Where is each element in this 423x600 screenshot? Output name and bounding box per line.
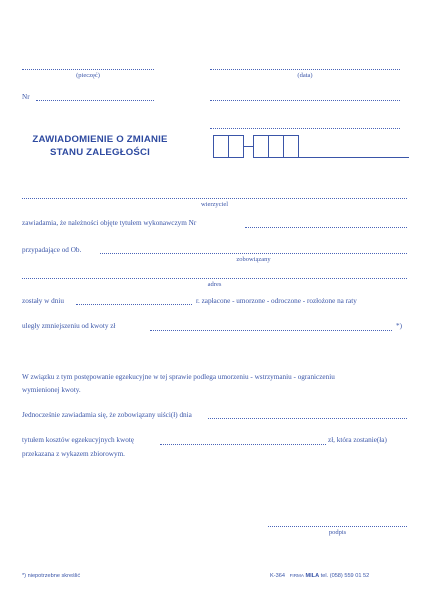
connection-text-2: wymienionej kwoty. [22,386,81,394]
footer-note: *) niepotrzebne skreślić [22,573,81,579]
footnote-mark: *) [396,322,402,330]
signature-caption: podpis [328,529,347,536]
title-number-line[interactable] [245,227,407,228]
stamp-line[interactable] [22,69,154,70]
transfer-text: przekazana z wykazem zbiorowym. [22,450,125,458]
code-dash [244,146,253,147]
header-right-line-2[interactable] [210,128,400,129]
stamp-caption: (pieczęć) [76,72,100,79]
address-line[interactable] [22,278,407,279]
header-right-line-1[interactable] [210,100,400,101]
date-line[interactable] [210,69,400,70]
form-title-line-2: STANU ZALEGŁOŚCI [49,147,151,158]
obliged-text: Jednocześnie zawiadamia się, że zobowiązany uiści(ł) dnia [22,411,192,419]
signature-line[interactable] [268,526,407,527]
payment-date-line[interactable] [76,304,192,305]
code-box-5[interactable] [283,135,299,158]
date-caption: (data) [297,72,313,79]
reduced-text: uległy zmniejszeniu od kwoty zł [22,322,116,330]
footer-publisher [270,573,369,579]
connection-text-1: W związku z tym postępowanie egzekucyjne w tej sprawie podlega umorzeniu - wstrzymaniu - ograniczeniu [22,373,335,381]
reduced-amount-line[interactable] [150,330,392,331]
code-box-2[interactable] [228,135,244,158]
debtor-caption: zobowiązany [236,256,271,263]
costs-suffix-text: zł, która zostanie(ła) [328,436,387,444]
due-text: przypadające od Ob. [22,246,82,254]
code-box-3[interactable] [253,135,269,158]
date-prefix-text: zostały w dniu [22,297,64,305]
footer-firm-label: FIRMA [289,573,304,578]
code-box-1[interactable] [213,135,229,158]
creditor-line[interactable] [22,198,407,199]
nr-line[interactable] [36,100,154,101]
notify-text: zawiadamia, że należności objęte tytułem wykonawczym Nr [22,219,197,227]
form-title-line-1: ZAWIADOMIENIE O ZMIANIE [32,134,168,145]
form-title [20,133,180,159]
obliged-date-line[interactable] [208,418,407,419]
code-underline [299,157,409,158]
footer-code: K-364 [270,573,285,579]
costs-text: tytułem kosztów egzekucyjnych kwotę [22,436,134,444]
address-caption: adres [207,281,222,288]
nr-label: Nr [22,93,30,101]
footer-phone: tel. (058) 559 01 52 [320,573,370,579]
debtor-line[interactable] [100,253,407,254]
creditor-caption: wierzyciel [200,201,229,208]
code-box-4[interactable] [268,135,284,158]
footer-firm-name: MILA [305,573,320,579]
costs-amount-line[interactable] [160,444,326,445]
date-suffix-text: r. zapłacone - umorzone - odroczone - rozłożone na raty [196,297,357,305]
